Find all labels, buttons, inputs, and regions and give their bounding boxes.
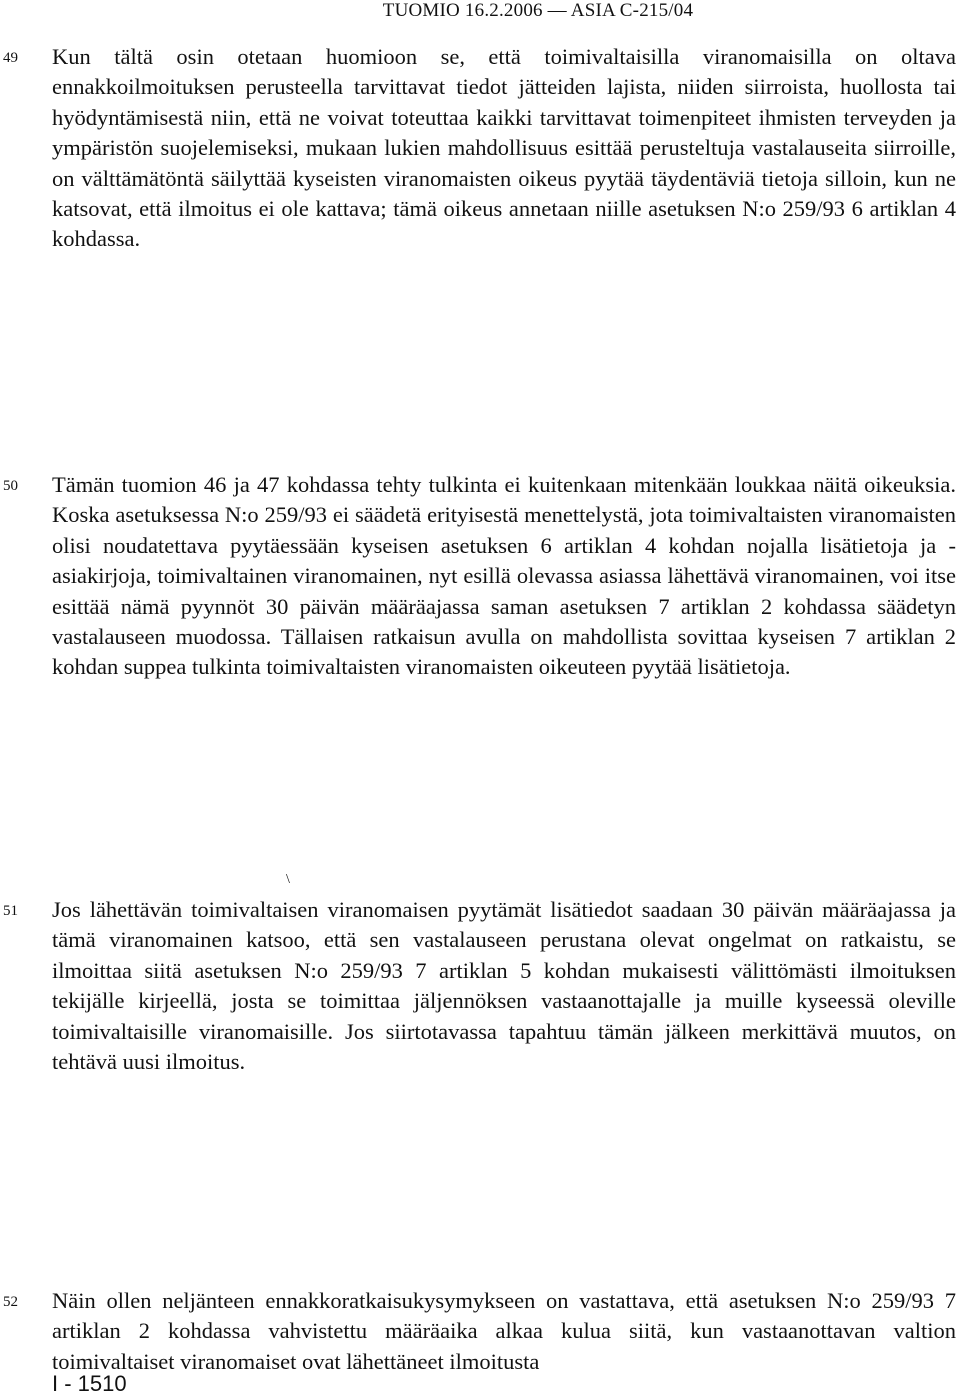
paragraph-number: 51 <box>3 903 18 919</box>
paragraph-52 <box>3 1286 956 1377</box>
paragraph-number: 49 <box>3 50 18 66</box>
page-header: TUOMIO 16.2.2006 — ASIA C-215/04 <box>382 0 694 21</box>
paragraph-text: Tämän tuomion 46 ja 47 kohdassa tehty tulkinta ei kuitenkaan mitenkään loukkaa näitä oikeuksia. Koska asetuksessa N:o 259/93 ei säädetä erityisestä menettelystä, jota toimivaltaisten viranomaisten olisi noudatettava pyytäessään kyseisen asetuksen 6 artiklan 4 kohdan nojalla lisätietoja ja -asiakirjoja, toimivaltainen viranomainen, nyt esillä olevassa asiassa lähettävä viranomainen, voi itse esittää nämä pyynnöt 30 päivän määräajassa saman asetuksen 7 artiklan 2 kohdassa säädetyn vastalauseen muodossa. Tällaisen ratkaisun avulla on mahdollista sovittaa kyseisen 7 artiklan 2 kohdan suppea tulkinta toimivaltaisten viranomaisten oikeuteen pyytää lisätietoja. <box>52 472 956 680</box>
paragraph-number: 52 <box>3 1294 18 1310</box>
paragraph-text: Kun tältä osin otetaan huomioon se, että toimivaltaisilla viranomaisilla on oltava ennakkoilmoituksen perusteella tarvittavat tiedot jätteiden lajista, niiden siirroista, huollosta tai hyödyntämisestä niin, että ne voivat toteuttaa kaikki tarvittavat toimenpiteet ihmisten terveyden ja ympäristön suojelemiseksi, mukaan lukien mahdollisuus esittää perusteltuja vastalauseita siirroille, on välttämätöntä säilyttää kyseisten viranomaisten oikeus pyytää täydentäviä tietoja silloin, kun ne katsovat, että ilmoitus ei ole kattava; tämä oikeus annetaan niille asetuksen N:o 259/93 6 artiklan 4 kohdassa. <box>52 44 956 252</box>
page-number: I - 1510 <box>52 1371 127 1396</box>
paragraph-51 <box>3 895 956 1077</box>
paragraph-text: Jos lähettävän toimivaltaisen viranomaisen pyytämät lisätiedot saadaan 30 päivän määräajassa ja tämä viranomainen katsoo, että sen vastalauseen perustana olevat ongelmat on ratkaistu, se ilmoittaa siitä asetuksen N:o 259/93 7 artiklan 5 kohdan mukaisesti välittömästi ilmoituksen tekijälle kirjeellä, josta se toimittaa jäljennöksen vastaanottajalle ja muille kyseessä oleville toimivaltaisille viranomaisille. Jos siirtotavassa tapahtuu tämän jälkeen merkittävä muutos, on tehtävä uusi ilmoitus. <box>52 897 956 1075</box>
paragraph-number: 50 <box>3 478 18 494</box>
paragraph-49 <box>3 42 956 255</box>
stray-mark: \ <box>286 872 290 887</box>
paragraph-50 <box>3 470 956 683</box>
paragraph-text: Näin ollen neljänteen ennakkoratkaisukysymykseen on vastattava, että asetuksen N:o 259/93 7 artiklan 2 kohdassa vahvistettu määräaika alkaa kulua siitä, kun vastaanottavan valtion toimivaltaiset viranomaiset ovat lähettäneet ilmoitusta <box>52 1288 956 1374</box>
